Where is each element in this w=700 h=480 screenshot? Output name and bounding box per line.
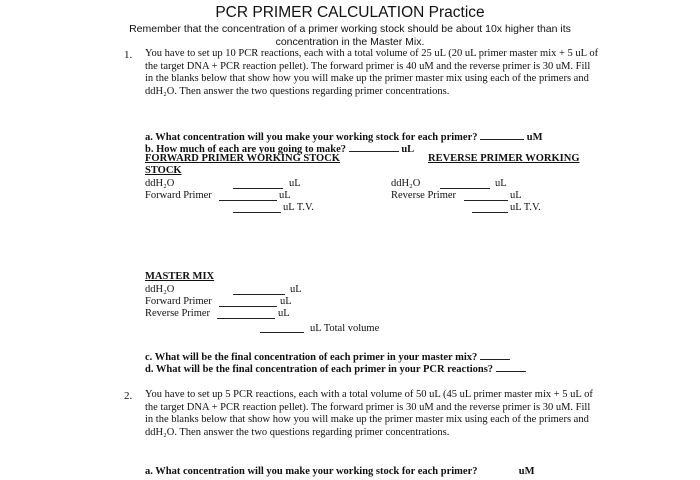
question-2a-unit: uM: [518, 466, 535, 477]
reverse-tv-blank[interactable]: [472, 202, 508, 213]
answer-1a-blank[interactable]: [480, 129, 524, 140]
reverse-primer-label: Reverse Primer: [391, 190, 457, 201]
reverse-primer-blank[interactable]: [464, 190, 508, 201]
answer-1c-blank[interactable]: [480, 349, 510, 360]
reverse-water-label: ddH₂O: [391, 178, 421, 189]
question-2a: [145, 466, 534, 477]
forward-tv-unit: uL T.V.: [283, 202, 314, 213]
answer-1d-blank[interactable]: [496, 361, 526, 372]
master-mix-heading: MASTER MIX: [145, 271, 215, 282]
master-forward-unit: uL: [280, 296, 292, 307]
reverse-heading: REVERSE PRIMER WORKING: [428, 153, 580, 164]
forward-row-primer: [145, 190, 212, 201]
forward-primer-label: Forward Primer: [145, 190, 212, 201]
forward-tv-blank[interactable]: [233, 202, 281, 213]
question-1c-text: c. What will be the final concentration of each primer in your master mix?: [145, 352, 478, 363]
reverse-water-unit: uL: [495, 178, 507, 189]
forward-primer-blank[interactable]: [219, 190, 277, 201]
master-total-blank[interactable]: [260, 322, 304, 333]
intro-line-2: concentration in the Master Mix.: [275, 36, 425, 48]
forward-water-blank[interactable]: [233, 178, 283, 189]
reverse-water-blank[interactable]: [440, 178, 490, 189]
forward-heading-line-2: STOCK: [145, 165, 182, 176]
master-reverse-unit: uL: [278, 308, 290, 319]
answer-1b-blank[interactable]: [349, 141, 399, 152]
master-forward-label: Forward Primer: [145, 296, 212, 307]
problem-1-number: 1.: [124, 49, 133, 61]
forward-water-unit: uL: [289, 178, 301, 189]
forward-row-water: [145, 178, 174, 189]
master-reverse-blank[interactable]: [217, 308, 275, 319]
master-water-unit: uL: [290, 284, 302, 295]
master-water-label: ddH₂O: [145, 284, 175, 295]
problem-2-number: 2.: [124, 390, 133, 402]
question-1d-text: d. What will be the final concentration of each primer in your PCR reactions?: [145, 364, 494, 375]
question-1b-text: b. How much of each are you going to make?: [145, 144, 347, 155]
reverse-tv-unit: uL T.V.: [510, 202, 541, 213]
forward-heading: FORWARD PRIMER WORKING STOCK: [145, 153, 340, 164]
intro-line-1: Remember that the concentration of a primer working stock should be about 10x higher than its: [129, 23, 571, 35]
master-total-unit: uL Total volume: [310, 323, 380, 334]
problem-2-text: You have to set up 5 PCR reactions, each with a total volume of 50 uL (45 uL primer master mix + 5 uL of the target DNA + PCR reaction pellet). The forward primer is 30 uM and the reverse primer is 30 uM. Fill in the blanks below that show how you will make up the primer master mix using each of the primers and ddH₂O. Then answer the two questions regarding primer concentrations.: [145, 389, 593, 438]
problem-1-text: You have to set up 10 PCR reactions, each with a total volume of 25 uL (20 uL primer master mix + 5 uL of the target DNA + PCR reaction pellet). The forward primer is 40 uM and the reverse primer is 30 uM. Fill in the blanks below that show how you will make up the primer master mix using each of the primers and ddH₂O. Then answer the two questions regarding primer concentrations.: [145, 48, 599, 97]
question-1b-unit: uL: [401, 144, 415, 155]
question-1a-unit: uM: [526, 132, 543, 143]
question-2a-text: a. What concentration will you make your working stock for each primer?: [145, 466, 478, 477]
forward-water-label: ddH₂O: [145, 178, 175, 189]
question-1d: [145, 361, 526, 375]
question-1a-text: a. What concentration will you make your working stock for each primer?: [145, 132, 478, 143]
page-title: PCR PRIMER CALCULATION Practice: [215, 4, 485, 21]
master-water-blank[interactable]: [233, 284, 285, 295]
master-reverse-label: Reverse Primer: [145, 308, 211, 319]
forward-primer-unit: uL: [279, 190, 291, 201]
master-forward-blank[interactable]: [219, 296, 277, 307]
reverse-primer-unit: uL: [510, 190, 522, 201]
